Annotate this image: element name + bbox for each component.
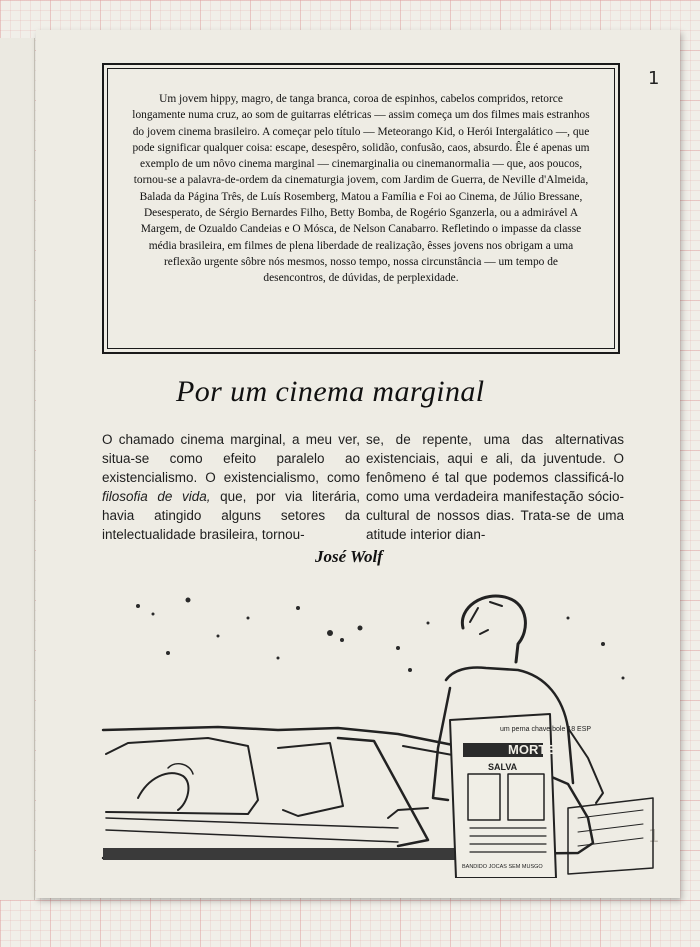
column-left-emphasis: filosofia de vida, [102, 489, 211, 505]
article-column-right: se, de repente, uma das alternativas existenciais, aqui e ali, da juventude. O fenômeno é tal que podemos classificá-lo como uma verdadeira manifestação sócio-cultural de nossos dias. Trata-se de uma atitude interior dian- [366, 432, 624, 543]
magazine-page [36, 30, 680, 898]
intro-text: Um jovem hippy, magro, de tanga branca, coroa de espinhos, cabelos compridos, retorce longamente numa cruz, ao som de guitarras elétricas — assim começa um dos filmes mais estranhos do jovem cinema brasileiro. A começar pelo título — Meteorango Kid, o Herói Intergalático —, que pode significar qualquer coisa: escape, desespêro, solidão, confusão, caos, absurdo. Êle é apenas um exemplo de um nôvo cinema marginal — cinemarginalia ou cinemanormalia — que, aos poucos, tornou-se a palavra-de-ordem da cinematurgia jovem, com Jardim de Guerra, de Neville d'Almeida, Balada da Página Três, de Luís Rosemberg, Matou a Família e Foi ao Cinema, de Júlio Bressane, Desesperato, de Sérgio Bernardes Filho, Betty Bomba, de Rogério Sganzerla, ou a admirável A Margem, de Ozualdo Candeias e O Mósca, de Nelson Canabarro. Refletindo o impasse da classe média brasileira, em filmes de plena liberdade de realização, êsses jovens nos obrigam a uma reflexão urgente sôbre nós mesmos, nosso tempo, nossa circunstância — um tempo de desencontros, de dúvidas, de perplexidade. [132, 93, 590, 285]
page-number: 1 [648, 68, 660, 89]
newspaper-subhead: SALVA [488, 762, 518, 772]
author-byline: José Wolf [315, 547, 383, 566]
newspaper-footer: BANDIDO JOCAS SEM MUSGO [462, 864, 543, 870]
column-left-text-1: O chamado cinema marginal, a meu ver, situa-se como efeito paralelo ao existencialismo. O existencialismo, como [102, 432, 360, 486]
article-column-left [102, 430, 360, 545]
film-still-photo [98, 578, 658, 878]
column-left-text-2: que, por via literária, havia atingido alguns setores da intelectualidade brasileira, tornou- [102, 489, 360, 543]
intro-box-inner [107, 68, 615, 349]
poster-top-text: um perna chave bole 18 ESP [500, 726, 592, 733]
photo-grain [136, 598, 625, 680]
newspaper-headline: MORTE [508, 742, 555, 757]
page-number-watermark: 1 [648, 826, 660, 847]
intro-box [102, 63, 620, 354]
article-title: Por um cinema marginal [176, 375, 485, 408]
adjacent-page-edge [0, 38, 35, 900]
